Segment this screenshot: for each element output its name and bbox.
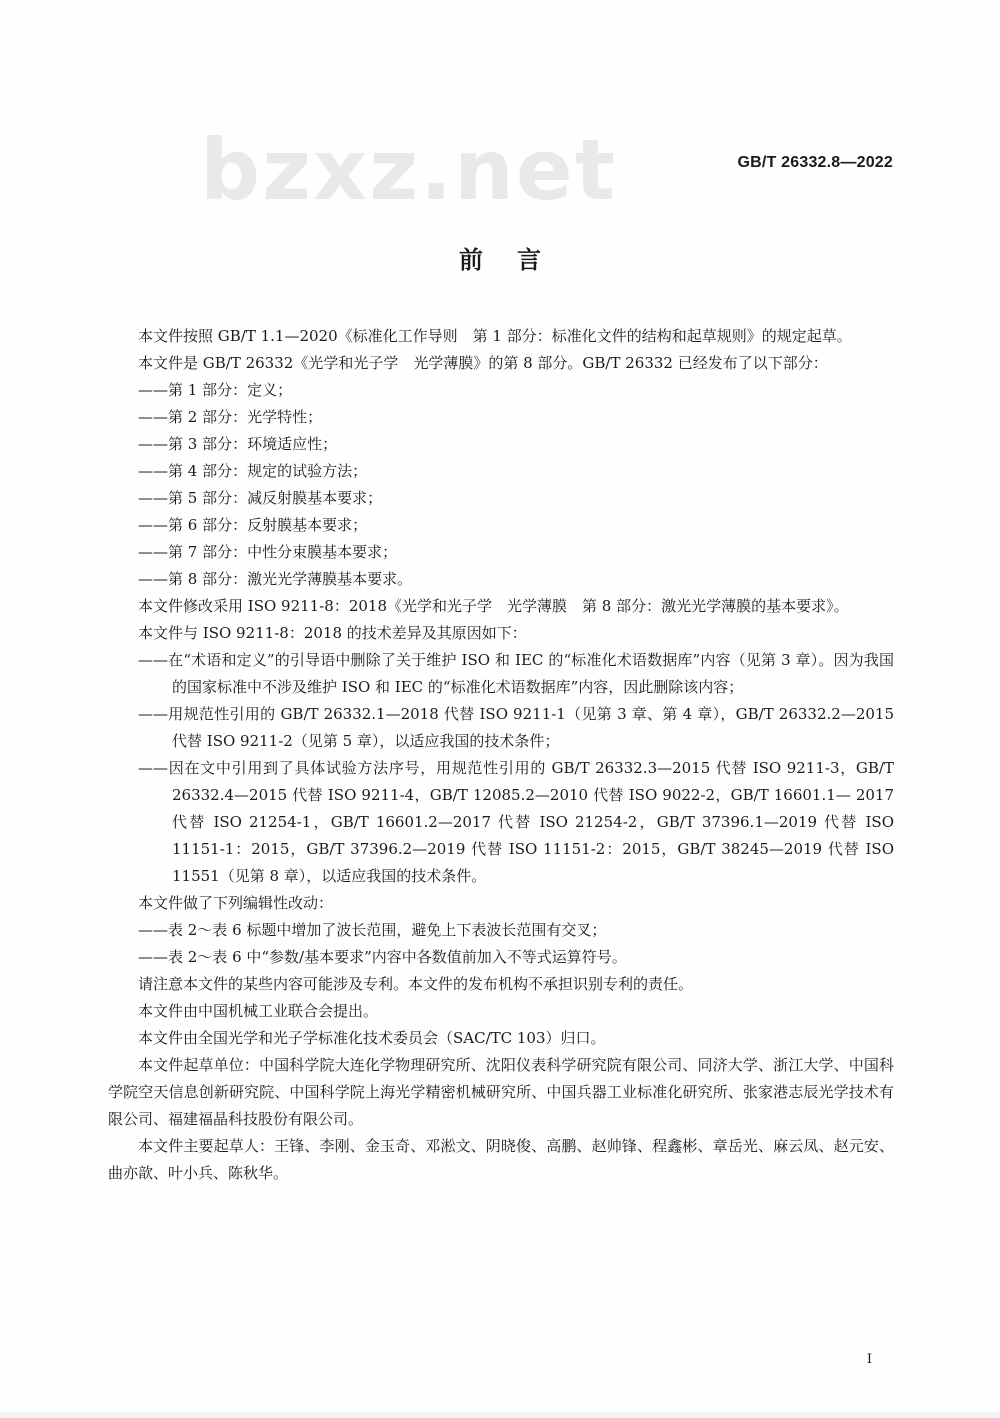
list-item: ——第 7 部分：中性分束膜基本要求； <box>138 543 398 561</box>
list-item: ——表 2～表 6 中“参数/基本要求”内容中各数值前加入不等式运算符号。 <box>138 948 627 966</box>
list-item: ——表 2～表 6 标题中增加了波长范围，避免上下表波长范围有交叉； <box>138 921 607 939</box>
page-number: I <box>866 1352 872 1367</box>
list-item: ——在“术语和定义”的引导语中删除了关于维护 ISO 和 IEC 的“标准化术语数据库”内容（见第 3 章）。因为我国的国家标准中不涉及维护 ISO 和 IEC 的“标准化术语数据库”内容，因此删除该内容； <box>138 651 894 696</box>
watermark: bzxz.net <box>200 121 617 219</box>
paragraph: 本文件主要起草人：王锋、李刚、金玉奇、邓淞文、阴晓俊、高鹏、赵帅锋、程鑫彬、章岳光、麻云凤、赵元安、曲亦歆、叶小兵、陈秋华。 <box>108 1137 894 1182</box>
document-body <box>108 323 894 1187</box>
standard-code: GB/T 26332.8—2022 <box>737 154 893 171</box>
paragraph: 本文件做了下列编辑性改动： <box>138 894 334 912</box>
paragraph: 本文件与 ISO 9211-8：2018 的技术差异及其原因如下： <box>138 624 527 642</box>
page-bottom-edge <box>0 1412 1000 1418</box>
page-title: 前言 <box>459 246 575 274</box>
paragraph: 本文件按照 GB/T 1.1—2020《标准化工作导则 第 1 部分：标准化文件的结构和起草规则》的规定起草。 <box>138 327 852 345</box>
list-item: ——第 8 部分：激光光学薄膜基本要求。 <box>138 570 413 588</box>
paragraph: 本文件由中国机械工业联合会提出。 <box>138 1002 379 1020</box>
paragraph: 请注意本文件的某些内容可能涉及专利。本文件的发布机构不承担识别专利的责任。 <box>138 975 694 993</box>
list-item: ——第 5 部分：减反射膜基本要求； <box>138 489 383 507</box>
paragraph: 本文件由全国光学和光子学标准化技术委员会（SAC/TC 103）归口。 <box>138 1029 606 1047</box>
list-item: ——第 3 部分：环境适应性； <box>138 435 338 453</box>
paragraph: 本文件修改采用 ISO 9211-8：2018《光学和光子学 光学薄膜 第 8 部分：激光光学薄膜的基本要求》。 <box>138 597 849 615</box>
list-item: ——因在文中引用到了具体试验方法序号，用规范性引用的 GB/T 26332.3—2015 代替 ISO 9211-3，GB/T 26332.4—2015 代替 ISO 9211-4，GB/T 12085.2—2010 代替 ISO 9022-2，GB/T 16601.1— 2017 代替 ISO 21254-1，GB/T 16601.2—2017 代替 ISO 21254-2，GB/T 37396.1—2019 代替 ISO 11151-1：2015，GB/T 37396.2—2019 代替 ISO 11151-2：2015，GB/T 38245—2019 代替 ISO 11551（见第 8 章），以适应我国的技术条件。 <box>138 759 894 885</box>
list-item: ——第 4 部分：规定的试验方法； <box>138 462 368 480</box>
list-item: ——第 1 部分：定义； <box>138 381 293 399</box>
paragraph: 本文件起草单位：中国科学院大连化学物理研究所、沈阳仪表科学研究院有限公司、同济大学、浙江大学、中国科学院空天信息创新研究院、中国科学院上海光学精密机械研究所、中国兵器工业标准化研究所、张家港志辰光学技术有限公司、福建福晶科技股份有限公司。 <box>108 1056 894 1128</box>
paragraph: 本文件是 GB/T 26332《光学和光子学 光学薄膜》的第 8 部分。GB/T 26332 已经发布了以下部分： <box>138 354 828 372</box>
list-item: ——第 6 部分：反射膜基本要求； <box>138 516 368 534</box>
list-item: ——用规范性引用的 GB/T 26332.1—2018 代替 ISO 9211-1（见第 3 章、第 4 章），GB/T 26332.2—2015代替 ISO 9211-2（见第 5 章），以适应我国的技术条件； <box>138 705 894 750</box>
list-item: ——第 2 部分：光学特性； <box>138 408 323 426</box>
